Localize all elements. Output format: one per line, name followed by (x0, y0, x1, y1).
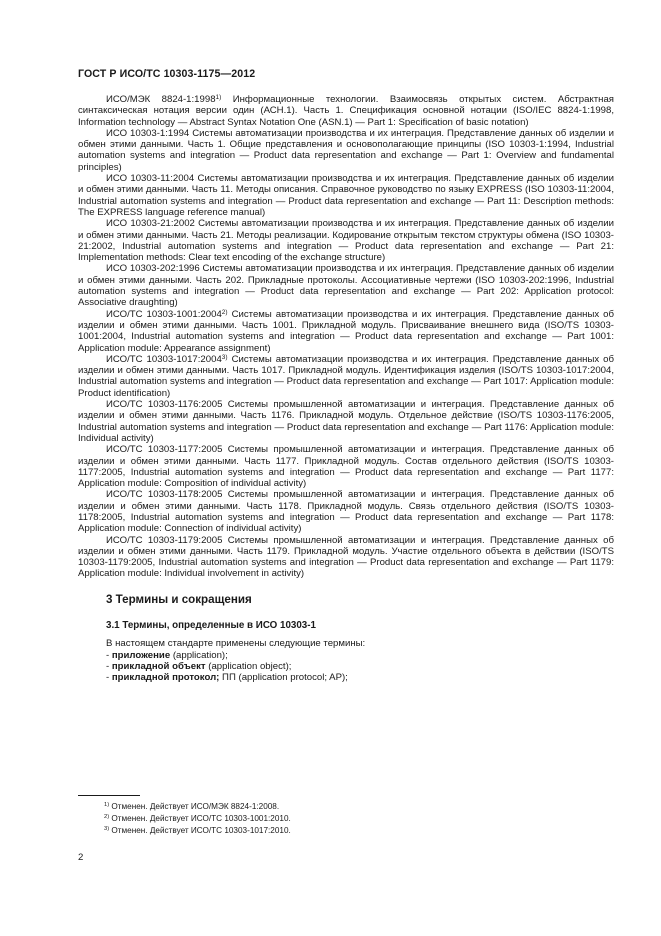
reference-text: ИСО 10303-1:1994 Системы автоматизации производства и их интеграция. Представление данных об изделии и обмен этими данными. Часть 1. Общие представления и основополагающие принципы (ISO 10303-1:1994, Industrial automation systems and integration — Product data representation and exchange — Part 1: Overview and fundamental principles) (78, 127, 614, 173)
reference-text: ИСО/ТС 10303-1178:2005 Системы промышленной автоматизации и интеграция. Представление данных об изделии и обмен этими данными. Часть 1178. Прикладной модуль. Связь отдельного действия (ISO/TS 10303-1178:2005, Industrial automation systems and integration — Product data representation and exchange — Part 1178: Application module: Connection of individual activity) (78, 489, 614, 535)
reference-item (78, 354, 614, 399)
subsection-heading: 3.1 Термины, определенные в ИСО 10303-1 (106, 620, 316, 632)
reference-item (78, 218, 614, 263)
normative-references-list (78, 94, 614, 580)
footnote (104, 801, 291, 813)
reference-text: ИСО 10303-202:1996 Системы автоматизации производства и их интеграция. Представление данных об изделии и обмен этими данными. Часть 202. Прикладные протоколы. Ассоциативные чертежи (ISO 10303-202:1996, Industrial automation systems and integration — Product data representation and exchange — Part 202: Application protocol: Associative draughting) (78, 263, 614, 309)
term-dash: - (106, 660, 112, 672)
reference-item (78, 94, 614, 128)
term-item (106, 661, 614, 672)
footnote-mark: 2) (221, 308, 228, 316)
reference-text: Системы автоматизации производства и их интеграция. Представление данных об изделии и обмен этими данными. Часть 1017. Прикладной модуль. Идентификация изделия (ISO/TS 10303-1017:2004, Industrial automation systems and integration — Product data representation and exchange — Part 1017: Application module: Product identification) (78, 353, 614, 399)
reference-item (78, 444, 614, 489)
reference-text: ИСО/ТС 10303-1177:2005 Системы промышленной автоматизации и интеграция. Представление данных об изделии и обмен этими данными. Часть 1177. Прикладной модуль. Состав отдельного действия (ISO/TS 10303-1177:2005, Industrial automation systems and integration — Product data representation and exchange — Part 1177: Application module: Composition of individual activity) (78, 444, 614, 490)
reference-text: ИСО/МЭК 8824-1:1998 (106, 94, 216, 105)
footnote-mark: 1) (215, 94, 222, 101)
reference-text: ИСО 10303-21:2002 Системы автоматизации производства и их интеграция. Представление данных об изделии и обмен этими данными. Часть 21. Методы реализации. Кодирование открытым текстом структуры обмена (ISO 10303-21:2002, Industrial automation systems and integration — Product data representation and exchange — Part 21: Implementation methods: Clear text encoding of the exchange structure) (78, 218, 614, 264)
term-name: прикладной объект (111, 660, 206, 672)
term-name: приложение (111, 649, 171, 661)
footnote-text: Отменен. Действует ИСО/ТС 10303-1017:2010. (109, 826, 291, 835)
document-body (78, 94, 614, 684)
reference-item (78, 128, 614, 173)
footnote (104, 825, 291, 837)
term-item (106, 650, 614, 661)
intro-text: В настоящем стандарте применены следующие термины: (106, 638, 366, 650)
term-dash: - (106, 672, 112, 684)
footnote (104, 813, 291, 825)
reference-text: Информационные технологии. Взаимосвязь открытых систем. Абстрактная синтаксическая нотация версии один (АСН.1). Часть 1. Спецификация основной нотации (ISO/IEC 8824-1:1998, Information technology — Abstract Syntax Notation One (ASN.1) — Part 1: Specification of basic notation) (78, 94, 614, 128)
term-item (106, 672, 614, 683)
section-heading: 3 Термины и сокращения (106, 592, 252, 606)
footnote-mark: 3) (104, 826, 110, 832)
footnote-text: Отменен. Действует ИСО/МЭК 8824-1:2008. (109, 802, 280, 811)
reference-text: ИСО 10303-11:2004 Системы автоматизации производства и их интеграция. Представление данных об изделии и обмен этими данными. Часть 11. Методы описания. Справочное руководство по языку EXPRESS (ISO 10303-11:2004, Industrial automation systems and integration — Product data representation and exchange — Part 11: Description methods: The EXPRESS language reference manual) (78, 173, 614, 218)
reference-item (78, 173, 614, 218)
footnote-separator (78, 795, 140, 796)
reference-text: ИСО/ТС 10303-1179:2005 Системы промышленной автоматизации и интеграция. Представление данных об изделии и обмен этими данными. Часть 1179. Прикладной модуль. Участие отдельного объекта в действии (ISO/TS 10303-1179:2005, Industrial automation systems and integration — Product data representation and exchange — Part 1179: Application module: Individual involvement in activity) (78, 534, 614, 580)
reference-item (78, 309, 614, 354)
reference-text: Системы автоматизации производства и их интеграция. Представление данных об изделии и обмен этими данными. Часть 1001. Прикладной модуль. Присваивание внешнего вида (ISO/TS 10303-1001:2004, Industrial automation systems and integration — Product data representation and exchange — Part 1001: Application module: Appearance assignment) (78, 308, 614, 354)
footnote-mark: 2) (104, 814, 110, 820)
document-header: ГОСТ Р ИСО/ТС 10303-1175—2012 (78, 68, 256, 80)
term-translation: (application object); (205, 660, 292, 672)
reference-text: ИСО/ТС 10303-1001:2004 (106, 308, 222, 320)
reference-item (78, 489, 614, 534)
footnotes (104, 801, 291, 837)
term-dash: - (106, 649, 112, 661)
terms-list (78, 650, 614, 684)
page-number: 2 (78, 852, 84, 863)
footnote-mark: 1) (104, 802, 110, 808)
reference-item (78, 535, 614, 580)
reference-item (78, 399, 614, 444)
reference-text: ИСО/ТС 10303-1176:2005 Системы промышленной автоматизации и интеграция. Представление данных об изделии и обмен этими данными. Часть 1176. Прикладной модуль. Отдельное действие (ISO/TS 10303-1176:2005, Industrial automation systems and integration — Product data representation and exchange — Part 1176: Application module: Individual activity) (78, 399, 614, 444)
term-translation: (application); (170, 649, 228, 661)
footnote-mark: 3) (221, 353, 228, 361)
term-name: прикладной протокол; (111, 672, 220, 684)
reference-text: ИСО/ТС 10303-1017:2004 (106, 353, 222, 365)
footnote-text: Отменен. Действует ИСО/ТС 10303-1001:2010. (109, 814, 291, 823)
reference-item (78, 263, 614, 308)
term-translation: ПП (application protocol; AP); (219, 672, 348, 684)
